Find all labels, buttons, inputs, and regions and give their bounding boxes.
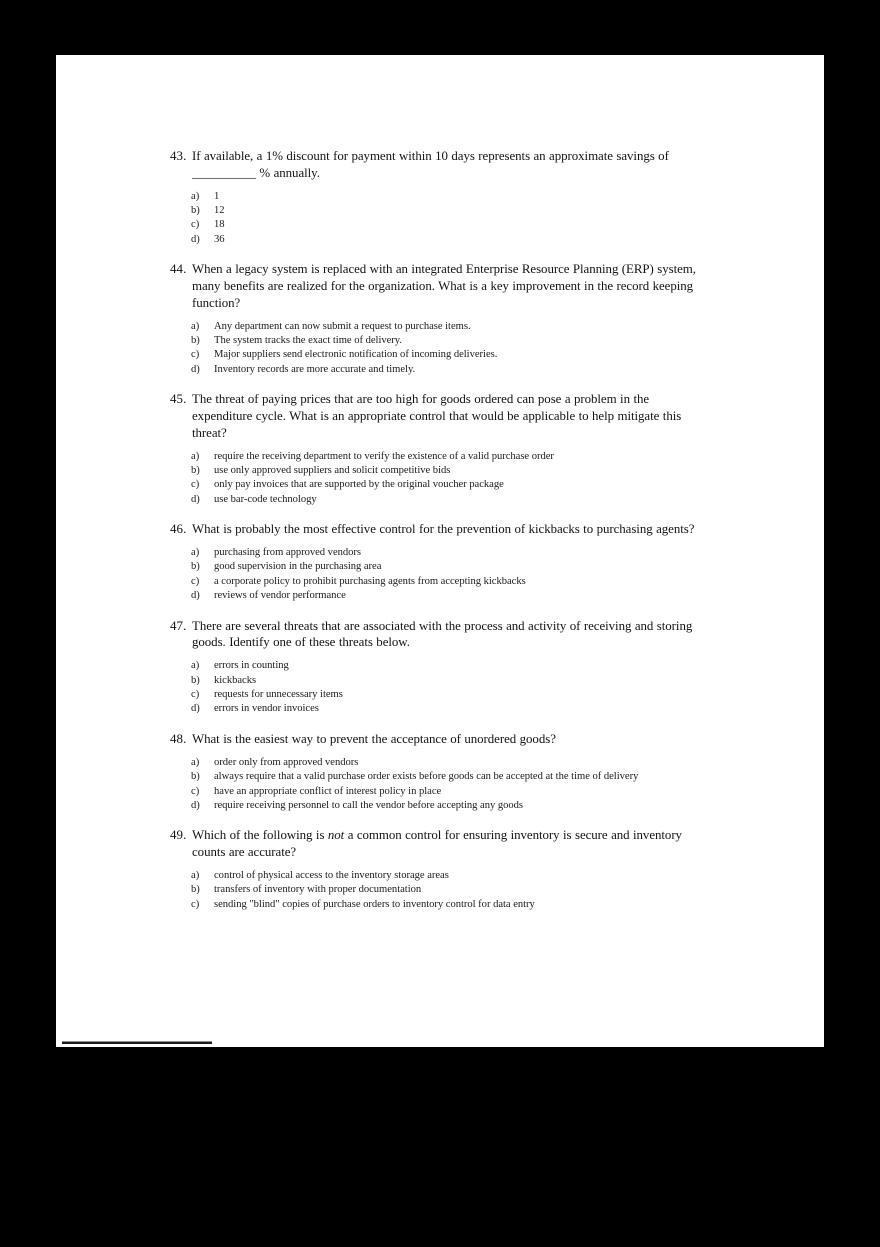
option-item[interactable]	[191, 204, 710, 218]
option-text: use only approved suppliers and solicit competitive bids	[214, 465, 451, 477]
option-marker: c)	[191, 575, 200, 587]
option-marker: a)	[191, 547, 200, 559]
question-text	[192, 827, 710, 861]
option-text: Major suppliers send electronic notification of incoming deliveries.	[214, 349, 498, 361]
option-marker: d)	[191, 363, 200, 375]
question-emphasis-word: not	[327, 828, 345, 843]
question-text: The threat of paying prices that are too high for goods ordered can pose a problem in the expenditure cycle. What is an appropriate control that would be applicable to help mitigate this threat?	[192, 392, 682, 440]
option-item[interactable]	[191, 898, 710, 912]
question-number: 46.	[170, 522, 187, 537]
option-marker: b)	[191, 465, 200, 477]
option-marker: b)	[191, 884, 200, 896]
option-marker: a)	[191, 450, 200, 462]
option-marker: d)	[191, 799, 200, 811]
option-marker: a)	[191, 660, 200, 672]
question-text: When a legacy system is replaced with an integrated Enterprise Resource Planning (ERP) system, many benefits are realized for the organization. What is a key improvement in the record keeping function?	[192, 262, 696, 310]
option-item[interactable]	[191, 493, 710, 507]
question-block-47	[170, 618, 710, 717]
option-marker: c)	[191, 785, 200, 797]
question-stem	[170, 261, 710, 311]
option-marker: c)	[191, 219, 200, 231]
option-list	[170, 190, 710, 248]
option-text: only pay invoices that are supported by the original voucher package	[214, 479, 504, 491]
option-list	[170, 756, 710, 814]
question-number: 48.	[170, 731, 187, 746]
option-text: The system tracks the exact time of delivery.	[214, 335, 402, 347]
option-text: 36	[214, 233, 225, 245]
question-text-before-italic: Which of the following is	[192, 828, 328, 843]
option-text: always require that a valid purchase order exists before goods can be accepted at the time of delivery	[214, 771, 639, 783]
option-list	[170, 659, 710, 717]
question-text-after-italic: a common control for ensuring inventory is secure and inventory counts are accurate?	[192, 828, 682, 860]
option-marker: a)	[191, 756, 200, 768]
option-text: reviews of vendor performance	[214, 590, 346, 602]
option-text: purchasing from approved vendors	[214, 547, 362, 559]
option-item[interactable]	[191, 883, 710, 897]
option-list	[170, 320, 710, 378]
questions-container	[170, 148, 710, 912]
option-text: errors in counting	[214, 660, 289, 672]
option-item[interactable]	[191, 756, 710, 770]
option-text: 18	[214, 219, 225, 231]
option-item[interactable]	[191, 869, 710, 883]
option-item[interactable]	[191, 659, 710, 673]
option-item[interactable]	[191, 770, 710, 784]
option-marker: b)	[191, 335, 200, 347]
option-marker: a)	[191, 190, 200, 202]
option-item[interactable]	[191, 478, 710, 492]
option-marker: c)	[191, 479, 200, 491]
scan-artifact-line	[62, 1042, 212, 1044]
option-marker: c)	[191, 898, 200, 910]
option-marker: d)	[191, 703, 200, 715]
option-list	[170, 869, 710, 912]
option-item[interactable]	[191, 674, 710, 688]
option-item[interactable]	[191, 348, 710, 362]
option-item[interactable]	[191, 464, 710, 478]
option-item[interactable]	[191, 560, 710, 574]
question-stem	[170, 148, 710, 182]
option-text: requests for unnecessary items	[214, 689, 343, 701]
option-text: Inventory records are more accurate and timely.	[214, 363, 416, 375]
option-item[interactable]	[191, 799, 710, 813]
option-item[interactable]	[191, 589, 710, 603]
option-marker: a)	[191, 320, 200, 332]
option-marker: c)	[191, 689, 200, 701]
question-stem	[170, 827, 710, 861]
option-item[interactable]	[191, 688, 710, 702]
question-stem	[170, 618, 710, 652]
question-number: 43.	[170, 149, 187, 163]
scanned-page	[56, 55, 824, 1047]
question-text: There are several threats that are associated with the process and activity of receiving and storing goods. Identify one of these threats below.	[192, 618, 693, 650]
option-text: errors in vendor invoices	[214, 703, 319, 715]
option-text: order only from approved vendors	[214, 756, 359, 768]
option-text: require the receiving department to verify the existence of a valid purchase order	[214, 450, 554, 462]
option-marker: b)	[191, 561, 200, 573]
option-item[interactable]	[191, 334, 710, 348]
question-block-46	[170, 521, 710, 603]
option-item[interactable]	[191, 575, 710, 589]
question-stem	[170, 731, 710, 748]
question-number: 47.	[170, 618, 187, 633]
option-text: transfers of inventory with proper documentation	[214, 884, 422, 896]
question-number: 44.	[170, 262, 187, 277]
option-text: require receiving personnel to call the vendor before accepting any goods	[214, 799, 524, 811]
option-marker: d)	[191, 590, 200, 602]
option-item[interactable]	[191, 363, 710, 377]
option-text: 1	[214, 190, 220, 202]
question-stem	[170, 521, 710, 538]
option-list	[170, 450, 710, 508]
option-text: use bar-code technology	[214, 493, 317, 505]
option-text: control of physical access to the inventory storage areas	[214, 869, 449, 881]
question-stem	[170, 391, 710, 441]
option-item[interactable]	[191, 190, 710, 204]
option-marker: b)	[191, 771, 200, 783]
option-item[interactable]	[191, 450, 710, 464]
option-item[interactable]	[191, 546, 710, 560]
question-block-43	[170, 148, 710, 247]
option-text: good supervision in the purchasing area	[214, 561, 382, 573]
option-text: kickbacks	[214, 674, 257, 686]
option-item[interactable]	[191, 785, 710, 799]
option-text: 12	[214, 205, 225, 216]
option-marker: c)	[191, 349, 200, 361]
option-item[interactable]	[191, 218, 710, 232]
option-marker: d)	[191, 233, 200, 245]
option-text: Any department can now submit a request to purchase items.	[214, 320, 471, 332]
option-item[interactable]	[191, 702, 710, 716]
option-marker: d)	[191, 493, 200, 505]
question-block-48	[170, 731, 710, 813]
option-text: a corporate policy to prohibit purchasing agents from accepting kickbacks	[214, 575, 526, 587]
question-number: 49.	[170, 828, 187, 843]
option-list	[170, 546, 710, 604]
option-item[interactable]	[191, 233, 710, 247]
question-text: What is the easiest way to prevent the acceptance of unordered goods?	[192, 731, 556, 746]
question-block-49	[170, 827, 710, 912]
question-block-44	[170, 261, 710, 377]
question-text: If available, a 1% discount for payment within 10 days represents an approximate savings of __________ % annually.	[192, 149, 669, 180]
option-marker: b)	[191, 205, 200, 216]
option-marker: a)	[191, 869, 200, 881]
option-marker: b)	[191, 674, 200, 686]
option-item[interactable]	[191, 320, 710, 334]
question-text: What is probably the most effective control for the prevention of kickbacks to purchasing agents?	[192, 522, 695, 537]
question-number: 45.	[170, 392, 187, 407]
question-block-45	[170, 391, 710, 507]
option-text: have an appropriate conflict of interest policy in place	[214, 785, 442, 797]
option-text: sending "blind" copies of purchase orders to inventory control for data entry	[214, 898, 535, 910]
